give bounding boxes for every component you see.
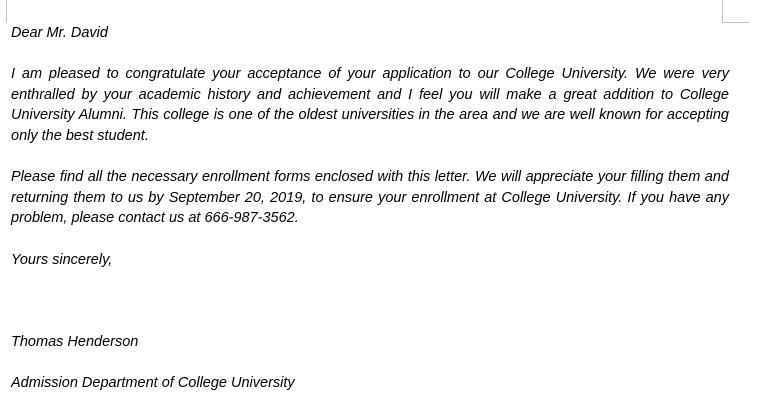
blank-line bbox=[11, 229, 729, 250]
paragraph-acceptance: I am pleased to congratulate your acceptance of your application to our College University. We were very enthralled by your academic history and achievement and I feel you will make a great addition to College University Alumni. This college is one of the oldest universities in the area and we are well known for accepting only the best student. bbox=[11, 66, 729, 144]
letter-body[interactable] bbox=[11, 23, 729, 394]
paragraph-enrollment: Please find all the necessary enrollment forms enclosed with this letter. We will appreciate your filling them and returning them to us by September 20, 2019, to ensure your enrollment at College University. If you have any problem, please contact us at 666-987-3562. bbox=[11, 169, 729, 227]
signature-space bbox=[11, 270, 729, 332]
blank-line bbox=[11, 44, 729, 65]
signatory-name: Thomas Henderson bbox=[11, 334, 139, 351]
signatory-department: Admission Department of College University bbox=[11, 375, 295, 392]
blank-line bbox=[11, 147, 729, 168]
salutation: Dear Mr. David bbox=[11, 25, 108, 41]
page-corner-mark-left bbox=[0, 0, 7, 22]
page-corner-mark-right bbox=[722, 0, 749, 23]
blank-line bbox=[11, 353, 729, 374]
closing: Yours sincerely, bbox=[11, 251, 113, 268]
